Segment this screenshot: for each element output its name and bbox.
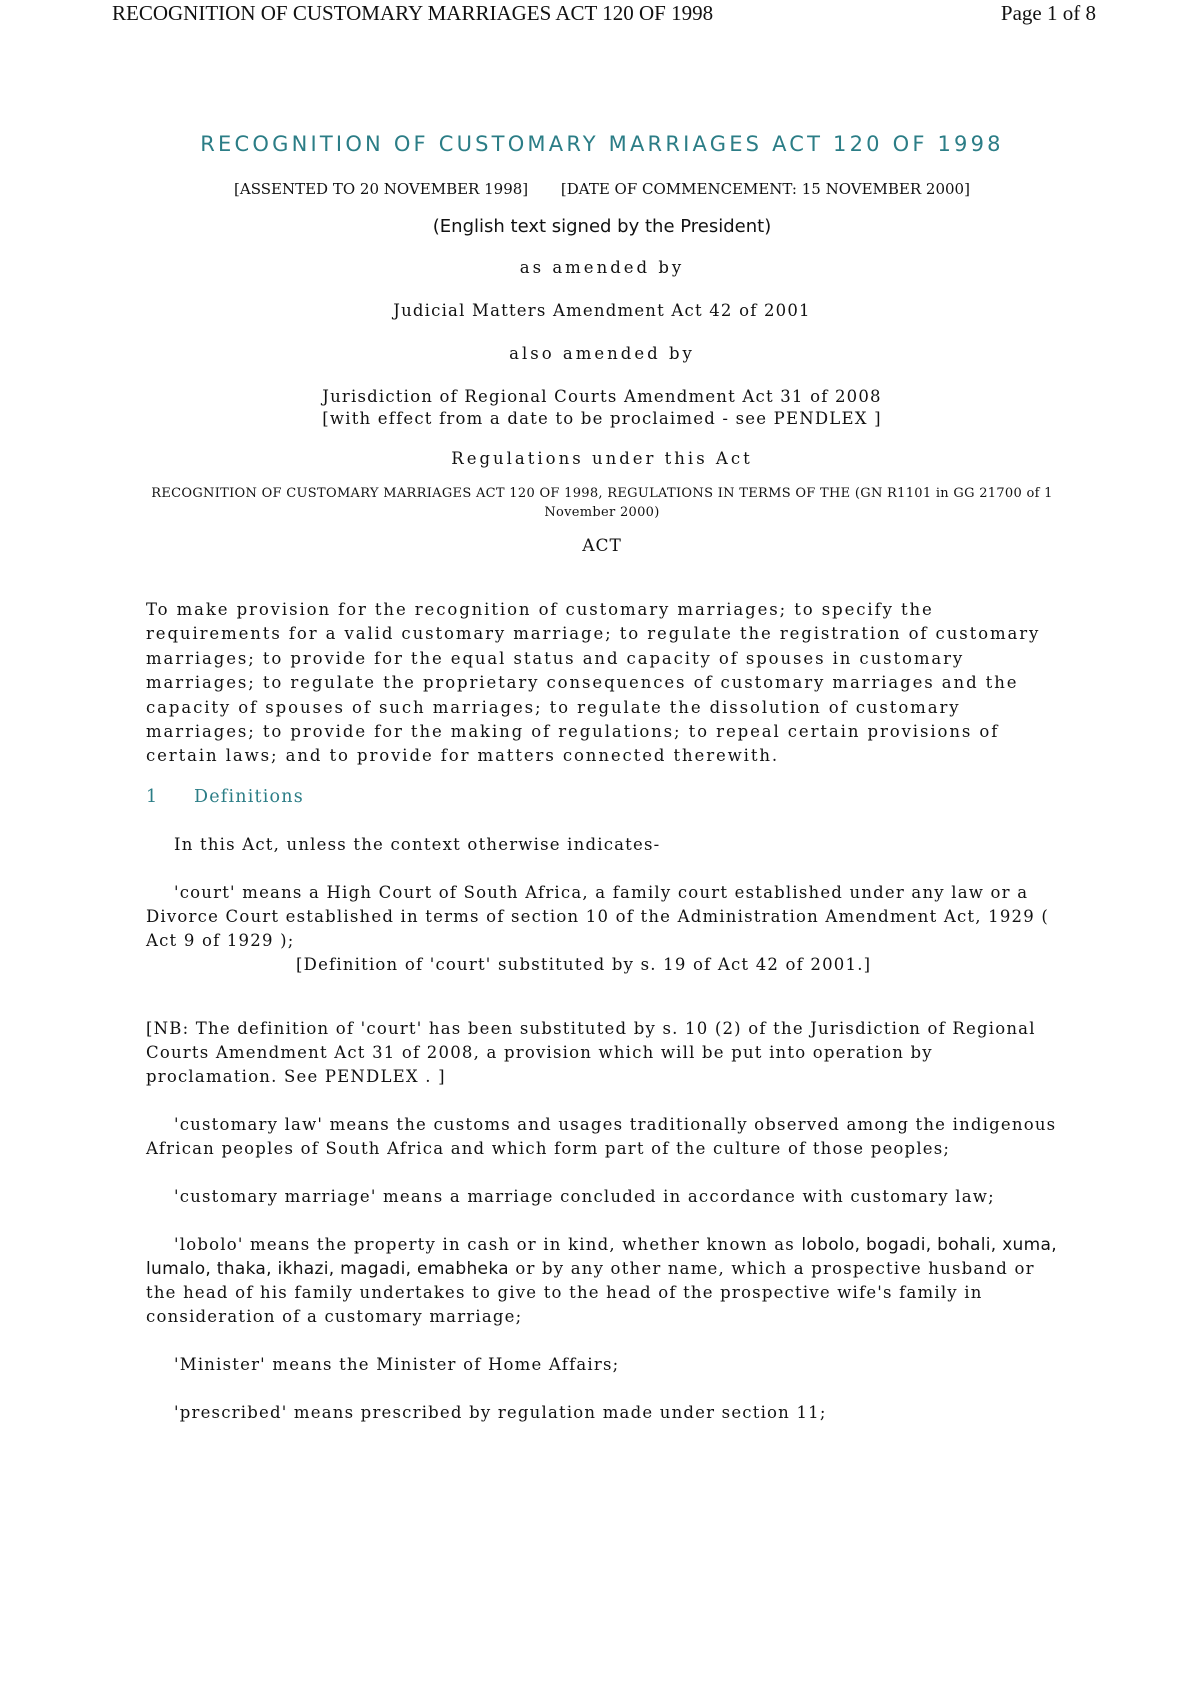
also-amended-label: also amended by [509, 344, 695, 363]
regulations-label: Regulations under this Act [451, 449, 753, 468]
section-heading [146, 785, 1058, 809]
amendment-act-2-note: [with effect from a date to be proclaimed - see PENDLEX ] [322, 409, 882, 428]
amendment-act-2: Jurisdiction of Regional Courts Amendment Act 31 of 2008 [322, 387, 882, 406]
court-amendment-note: [Definition of 'court' substituted by s. 19 of Act 42 of 2001.] [296, 955, 872, 975]
assent-dates [146, 179, 1058, 199]
nb-note: [NB: The definition of 'court' has been substituted by s. 10 (2) of the Jurisdiction of Regional Courts Amendment Act 31 of 2008, a provision which will be put into operation by proclamation. See PENDLEX . ] [146, 1019, 1036, 1087]
running-header [0, 0, 1200, 34]
commencement-date: [DATE OF COMMENCEMENT: 15 NOVEMBER 2000] [560, 180, 970, 198]
long-title: To make provision for the recognition of customary marriages; to specify the requirements for a valid customary marriage; to regulate the registration of customary marriages; to provide for the equal status and capacity of spouses in customary marriages; to regulate the proprietary consequences of customary marriages and the capacity of spouses of such marriages; to regulate the dissolution of customary marriages; to provide for the making of regulations; to repeal certain provisions of certain laws; and to provide for matters connected therewith. [146, 600, 1041, 766]
document-body [146, 124, 1058, 1425]
definition-minister: 'Minister' means the Minister of Home Affairs; [174, 1355, 620, 1375]
regulations-text: RECOGNITION OF CUSTOMARY MARRIAGES ACT 120 OF 1998, REGULATIONS IN TERMS OF THE (GN R1101 in GG 21700 of 1 November 2000) [151, 486, 1053, 520]
definition-prescribed: 'prescribed' means prescribed by regulation made under section 11; [174, 1403, 827, 1423]
section-number: 1 [146, 787, 159, 808]
lobolo-terms: lobolo, bogadi, bohali, xuma, lumalo, thaka, ikhazi, magadi, emabheka [146, 1235, 1057, 1280]
lobolo-def-start: 'lobolo' means the property in cash or in kind, whether known as [174, 1235, 802, 1255]
definition-customary-marriage: 'customary marriage' means a marriage concluded in accordance with customary law; [174, 1187, 995, 1207]
act-label: ACT [582, 536, 622, 556]
definition-court: 'court' means a High Court of South Africa, a family court established under any law or a Divorce Court established in terms of section 10 of the Administration Amendment Act, 1929 ( Act 9 of 1929 ); [146, 883, 1050, 951]
assented-date: [ASSENTED TO 20 NOVEMBER 1998] [234, 180, 529, 198]
page-number: Page 1 of 8 [1000, 1, 1096, 25]
signed-note: (English text signed by the President) [432, 216, 772, 237]
amended-by-label: as amended by [519, 258, 685, 277]
act-title: RECOGNITION OF CUSTOMARY MARRIAGES ACT 120 OF 1998 [200, 132, 1004, 156]
running-header-title: RECOGNITION OF CUSTOMARY MARRIAGES ACT 120 OF 1998 [112, 1, 714, 25]
section-intro: In this Act, unless the context otherwise indicates- [174, 835, 661, 855]
definition-customary-law: 'customary law' means the customs and usages traditionally observed among the indigenous African peoples of South Africa and which form part of the culture of those peoples; [146, 1115, 1057, 1159]
definition-lobolo [146, 1233, 1058, 1329]
section-title: Definitions [194, 787, 304, 808]
amendment-act-1: Judicial Matters Amendment Act 42 of 2001 [393, 301, 811, 320]
lobolo-def-end: or by any other name, which a prospective husband or the head of his family undertakes to give to the head of the prospective wife's family in consideration of a customary marriage; [146, 1259, 1035, 1327]
